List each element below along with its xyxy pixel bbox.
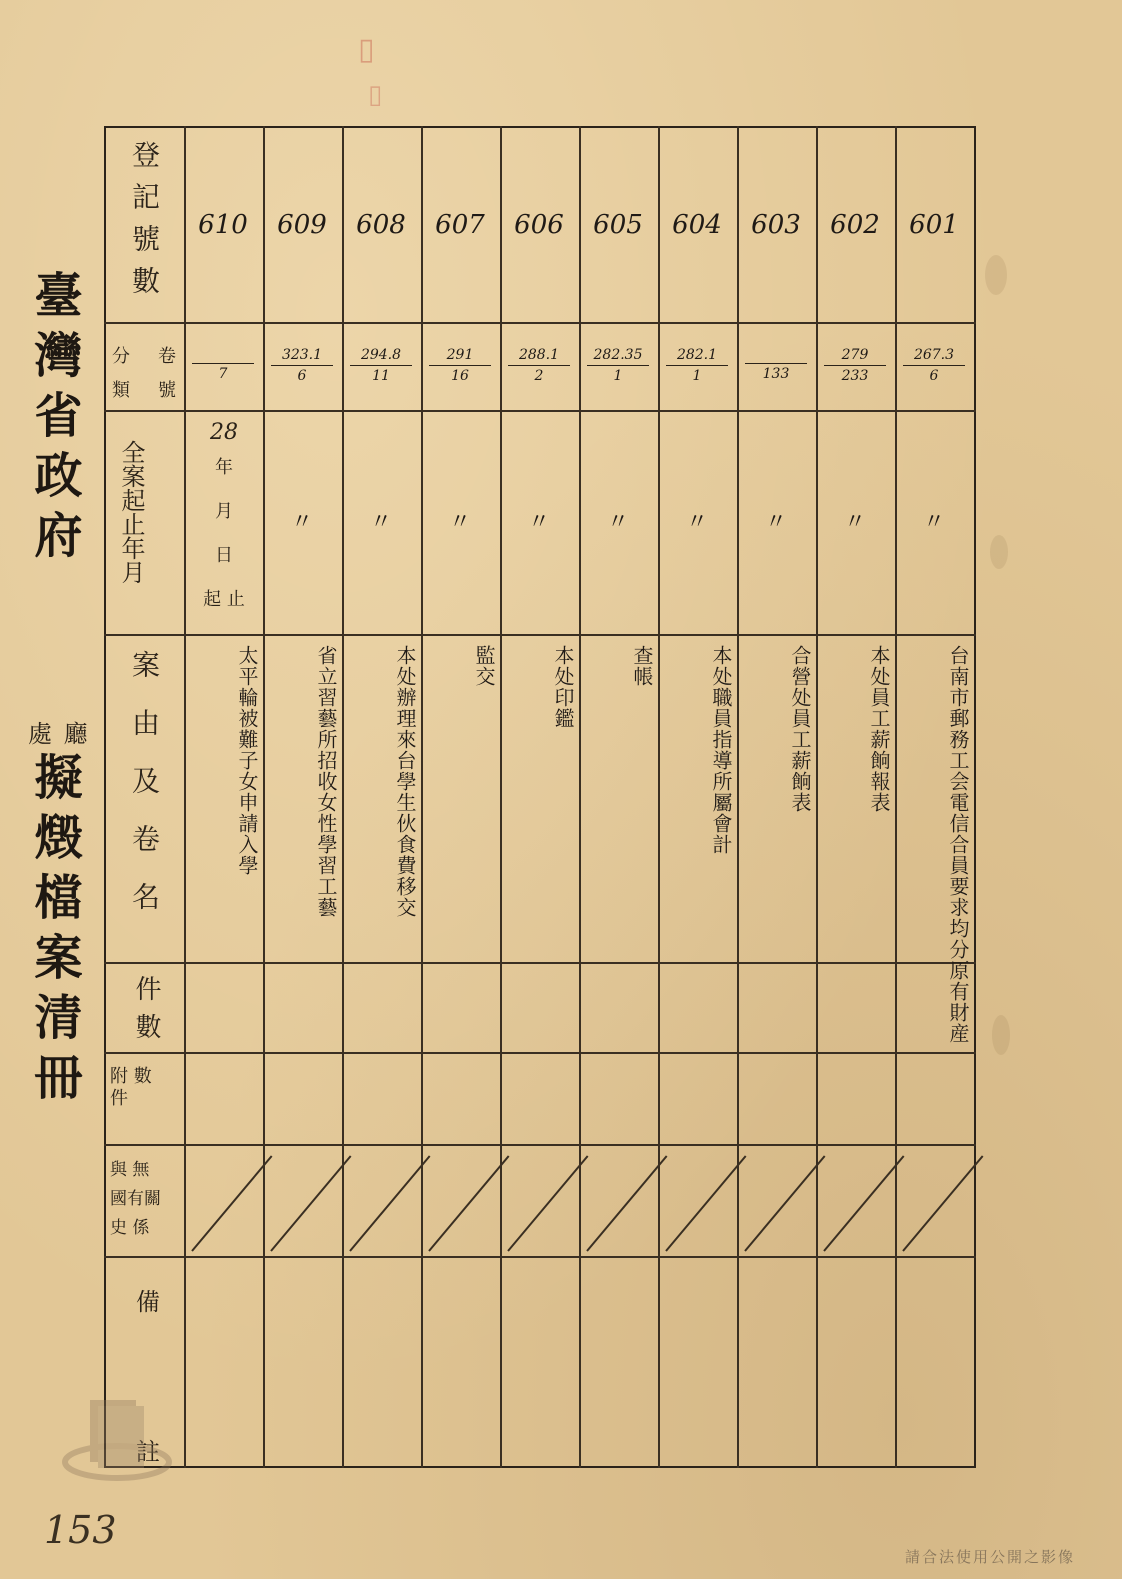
header-classification-top: 分卷 (112, 346, 204, 367)
row-divider (104, 322, 976, 324)
row-divider (104, 410, 976, 412)
archive-logo (62, 1392, 172, 1484)
case-title: 本处辦理來台學生伙食費移交 (393, 645, 417, 918)
classification-top (192, 345, 254, 364)
registration-number: 602 (830, 210, 880, 240)
registration-number: 610 (198, 210, 248, 240)
classification-top: 288.1 (508, 345, 570, 366)
classification-bottom: 1 (692, 368, 702, 384)
header-remarks-top: 備 (136, 1288, 160, 1316)
case-title: 監交 (472, 645, 496, 687)
classification-bottom: 6 (929, 368, 939, 384)
case-title: 太平輪被難子女申請入學 (235, 645, 259, 876)
column-divider (579, 126, 581, 1468)
case-title: 查帳 (630, 645, 654, 687)
header-attachments (110, 1066, 152, 1110)
classification-bottom: 1 (613, 368, 623, 384)
header-item-count: 件數 (131, 975, 161, 1051)
classification-top: 282.1 (666, 345, 728, 366)
header-remarks-bottom: 註 (136, 1438, 160, 1466)
page-number: 153 (44, 1508, 117, 1552)
document-title: 擬燬檔案清冊 (26, 752, 82, 1112)
header-attachments-top: 附 數 (110, 1066, 152, 1087)
date-year-value: 28 (210, 420, 238, 445)
classification-top: 323.1 (271, 345, 333, 366)
ditto-mark: 〃 (448, 510, 471, 535)
paper-tear-top (985, 255, 1007, 295)
paper-tear-middle (990, 535, 1008, 569)
classification-bottom: 16 (451, 368, 469, 384)
classification-number (816, 345, 894, 386)
ditto-mark: 〃 (527, 510, 550, 535)
classification-number (184, 345, 262, 384)
office-title: 臺灣省政府 (26, 270, 82, 570)
paper-tear-bottom (992, 1015, 1010, 1055)
case-title: 合營处員工薪餉表 (788, 645, 812, 813)
classification-number (579, 345, 657, 386)
classification-number (263, 345, 341, 386)
classification-number (658, 345, 736, 386)
registration-number: 605 (593, 210, 643, 240)
registration-number: 608 (356, 210, 406, 240)
header-attachments-bottom: 件 (110, 1088, 128, 1109)
classification-number (500, 345, 578, 386)
ditto-mark: 〃 (685, 510, 708, 535)
ditto-mark: 〃 (290, 510, 313, 535)
row-divider (104, 962, 976, 964)
classification-number (421, 345, 499, 386)
date-cell (190, 420, 258, 622)
registration-number: 601 (909, 210, 959, 240)
classification-number (737, 345, 815, 384)
date-year-label: 年 (215, 457, 233, 478)
row-divider (104, 634, 976, 636)
header-case-title: 案由及卷名 (128, 650, 161, 940)
usage-watermark: 請合法使用公開之影像 (905, 1548, 1076, 1566)
registration-number: 606 (514, 210, 564, 240)
ditto-mark: 〃 (922, 510, 945, 535)
ditto-mark: 〃 (764, 510, 787, 535)
header-national-history-a: 與 無 (110, 1160, 150, 1180)
case-title: 台南市郵務工会電信合員要求均分原有財産 (946, 645, 970, 1044)
row-divider (104, 1052, 976, 1054)
classification-bottom: 133 (762, 366, 790, 382)
column-divider (500, 126, 502, 1468)
ditto-mark: 〃 (606, 510, 629, 535)
date-day-label: 日 (215, 545, 233, 566)
classification-top: 267.3 (903, 345, 965, 366)
classification-number (895, 345, 973, 386)
classification-top: 282.35 (587, 345, 649, 366)
classification-top: 291 (429, 345, 491, 366)
registration-number: 604 (672, 210, 722, 240)
classification-bottom: 7 (218, 366, 228, 382)
date-range-label: 起 止 (203, 589, 245, 610)
classification-bottom: 233 (841, 368, 869, 384)
row-divider (104, 1256, 976, 1258)
case-title: 本处員工薪餉報表 (867, 645, 891, 813)
column-divider (421, 126, 423, 1468)
header-national-history (110, 1156, 161, 1243)
header-national-history-b: 國有關 (110, 1189, 161, 1209)
faded-stamp-mark: ▯ (358, 32, 375, 67)
row-divider (104, 1144, 976, 1146)
ditto-mark: 〃 (369, 510, 392, 535)
office-subtitle: 處 廳 (28, 720, 90, 748)
faded-stamp-mark-2: ▯ (368, 80, 383, 110)
classification-bottom: 2 (534, 368, 544, 384)
ditto-mark: 〃 (843, 510, 866, 535)
registration-number: 609 (277, 210, 327, 240)
case-title: 省立習藝所招收女性學習工藝 (314, 645, 338, 918)
classification-bottom: 6 (297, 368, 307, 384)
case-title: 本处印鑑 (551, 645, 575, 729)
classification-number (342, 345, 420, 386)
registration-number: 607 (435, 210, 485, 240)
classification-top (745, 345, 807, 364)
header-national-history-c: 史 係 (110, 1218, 150, 1238)
date-month-label: 月 (215, 501, 233, 522)
registration-number: 603 (751, 210, 801, 240)
classification-bottom: 11 (372, 368, 390, 384)
header-classification-bottom: 類號 (112, 380, 204, 401)
header-registration-number: 登記號數 (128, 140, 161, 308)
case-title: 本处職員指導所屬會計 (709, 645, 733, 855)
header-period: 全案起止年月 (117, 440, 145, 584)
classification-top: 294.8 (350, 345, 412, 366)
classification-top: 279 (824, 345, 886, 366)
